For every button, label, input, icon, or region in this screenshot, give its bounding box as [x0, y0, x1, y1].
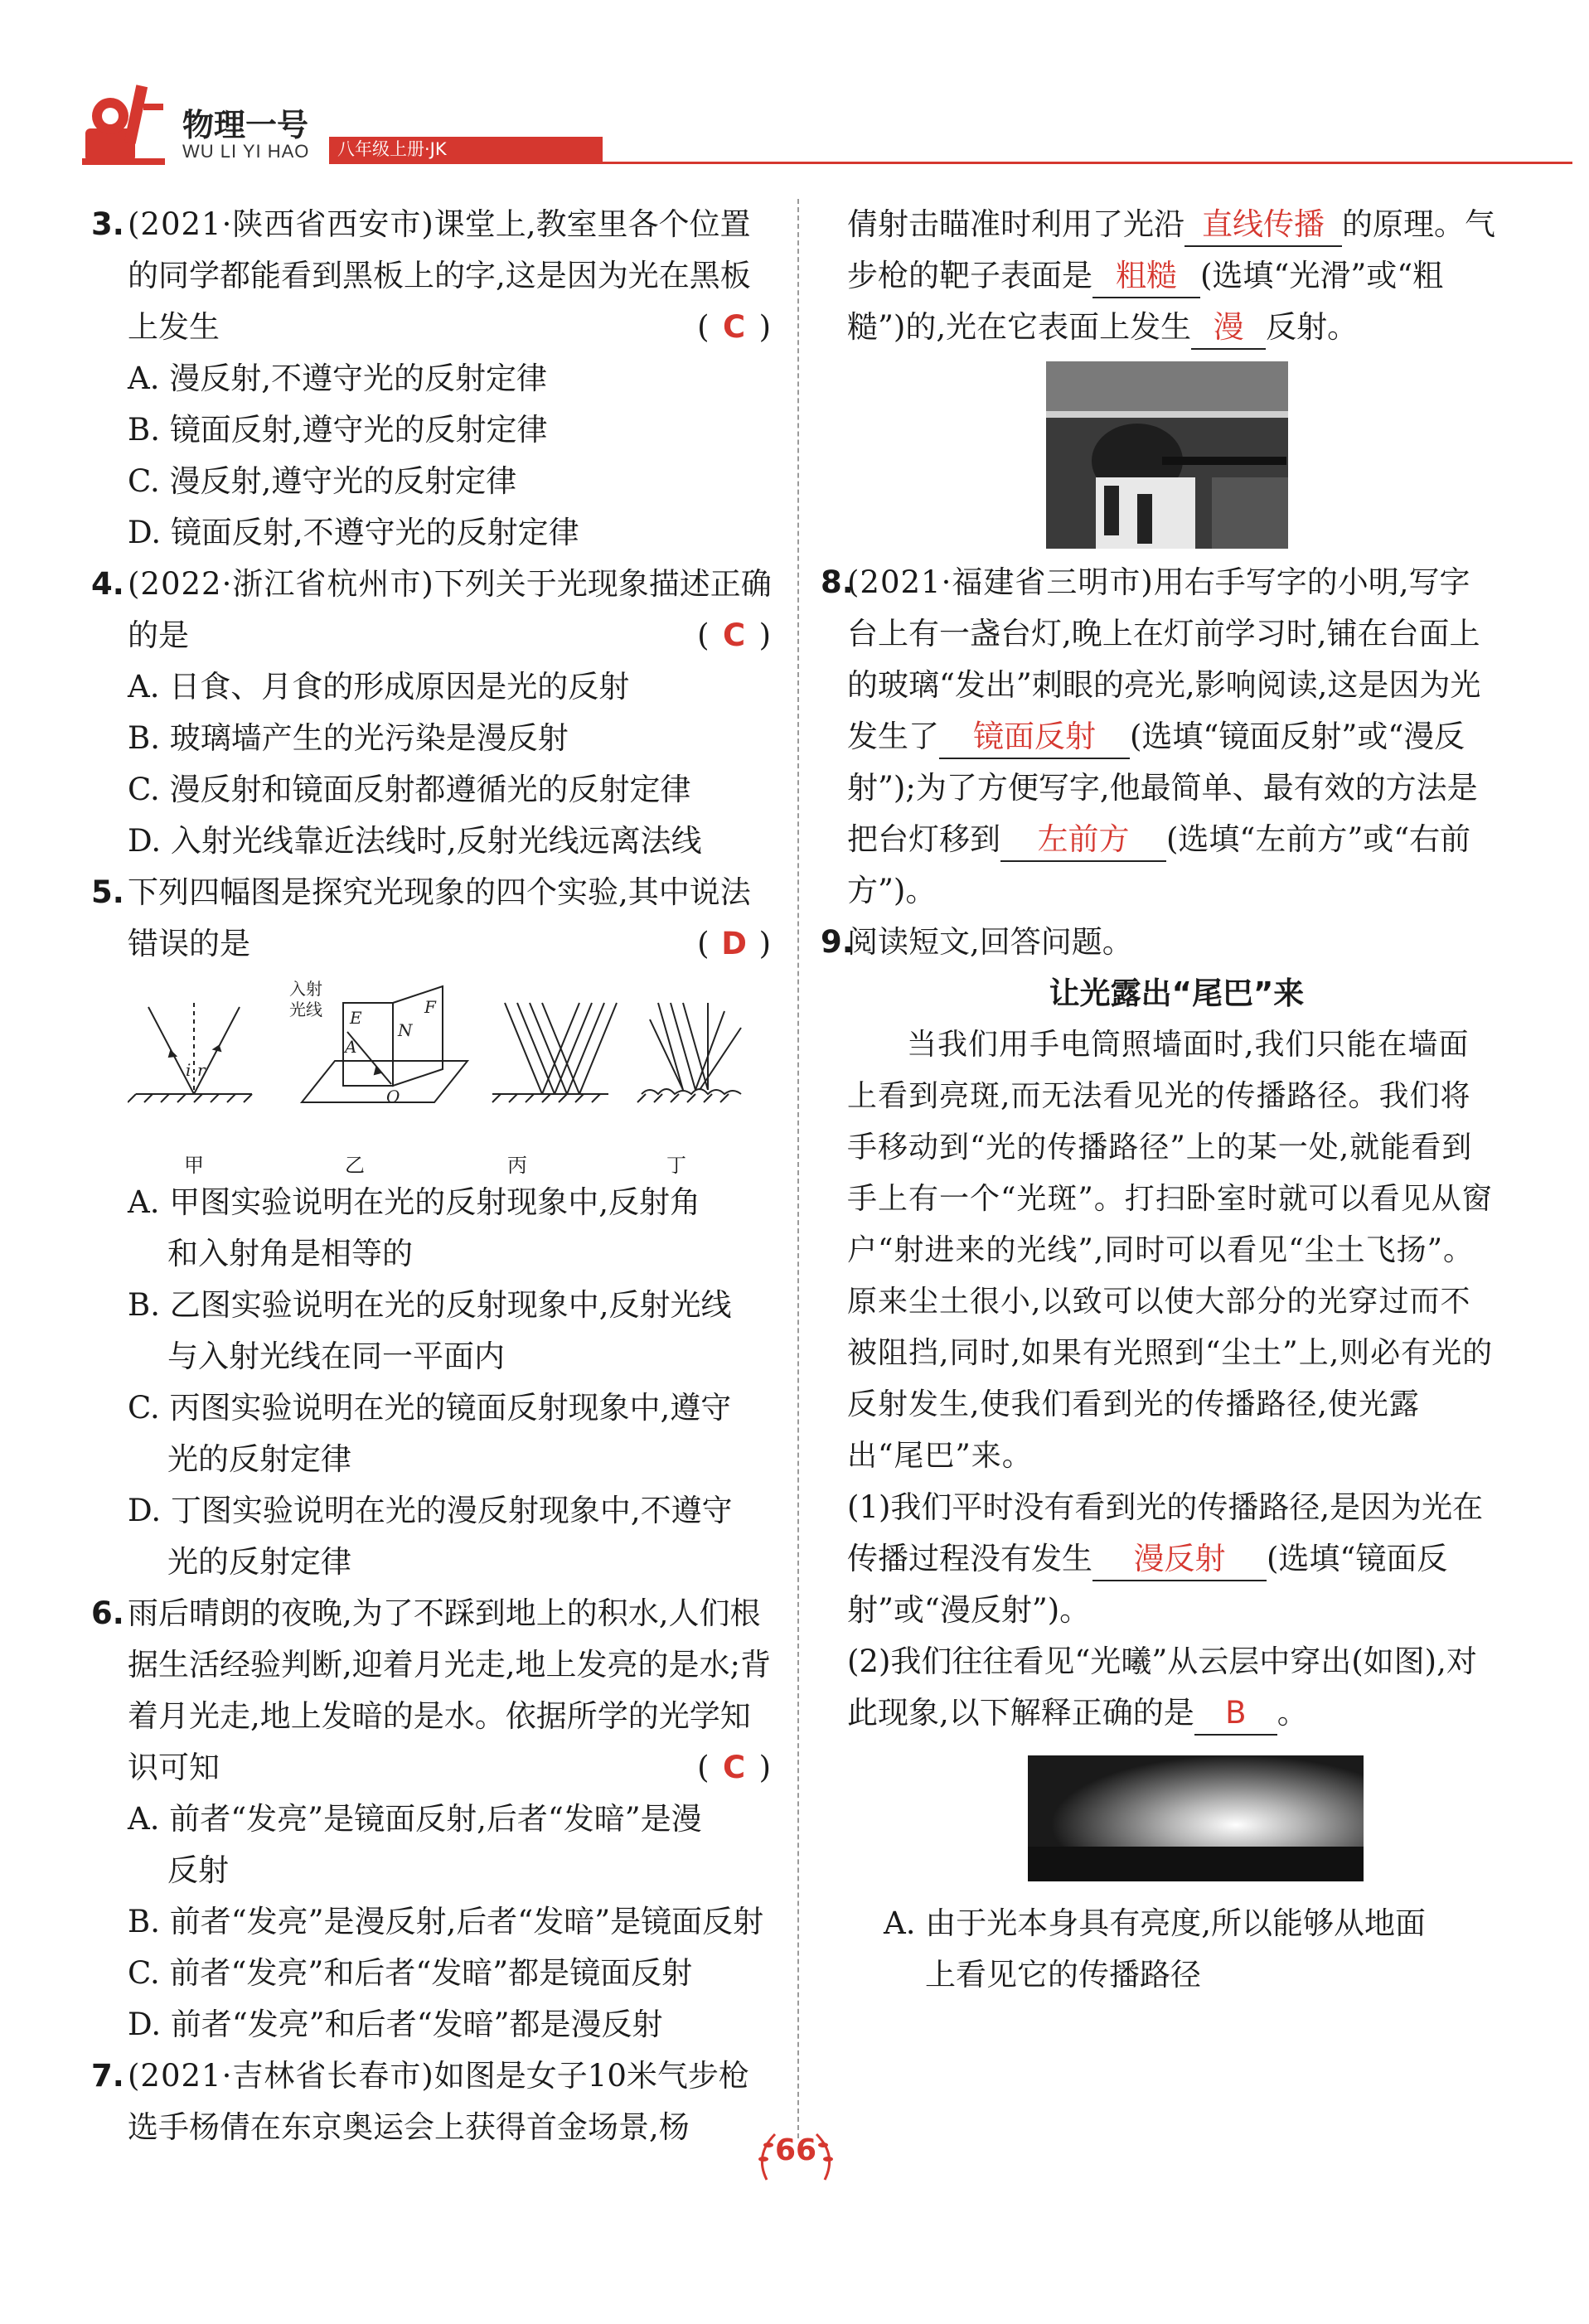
q8-text-1: 用右手写字的小明,写字台上有一盏台灯,晚上在灯前学习时,铺在台面上的玻璃“发出”刺眼的亮光,影响阅读,这是因为光发生了 [847, 564, 1481, 754]
question-number: 7. [91, 2058, 124, 2094]
option-a-cont: 反射 [167, 1852, 229, 1888]
q7-text-1: 倩射击瞄准时利用了光沿 [847, 206, 1184, 242]
option-d: D. 丁图实验说明在光的漫反射现象中,不遵守 [128, 1493, 733, 1528]
shooter-photo [1046, 361, 1288, 549]
header-rule [329, 162, 1572, 164]
question-number: 5. [91, 874, 124, 910]
label-o: O [386, 1087, 400, 1106]
diagram-jia [128, 1003, 252, 1102]
option-a-cont: 和入射角是相等的 [167, 1236, 413, 1271]
left-column [91, 199, 779, 2153]
question-stem: 课堂上,教室里各个位置的同学都能看到黑板上的字,这是因为光在黑板上发生 [128, 206, 751, 345]
sub1-text-2: (选填“镜面反射”或“漫反射”)。 [847, 1541, 1448, 1628]
option-b: B. 前者“发亮”是漫反射,后者“发暗”是镜面反射 [128, 1904, 764, 1939]
answer-bracket: ( C ) [697, 1742, 779, 1794]
question-7-continued [821, 199, 1496, 353]
question-number: 6. [91, 1595, 124, 1631]
question-8 [821, 557, 1496, 917]
question-number: 4. [91, 566, 124, 602]
option-d: D. 镜面反射,不遵守光的反射定律 [128, 515, 579, 550]
ray-label: 光线 [289, 1000, 322, 1019]
option-b: B. 乙图实验说明在光的反射现象中,反射光线 [128, 1287, 732, 1323]
label-n: N [398, 1020, 413, 1040]
option-c: C. 漫反射,遵守光的反射定律 [128, 463, 517, 499]
sub-question-2 [821, 1636, 1496, 1739]
sub-question-number: (1) [847, 1489, 891, 1525]
figure-label-jia: 甲 [184, 1154, 204, 1177]
sub2-option-a-cont: 上看见它的传播路径 [925, 1957, 1201, 1992]
answer-choice: D [721, 926, 747, 961]
diagram-yi [302, 986, 467, 1102]
sunlight-cloud-photo [1028, 1755, 1364, 1881]
option-b: B. 玻璃墙产生的光污染是漫反射 [128, 720, 569, 756]
q8-text-2: (选填“镜面反射”或“漫反射”);为了方便写字,他最简单、最有效的方法是把台灯移到 [847, 719, 1478, 857]
answer-choice: C [722, 617, 746, 653]
question-5 [91, 867, 779, 970]
question-7 [91, 2050, 779, 2153]
question-stem: 雨后晴朗的夜晚,为了不踩到地上的积水,人们根据生活经验判断,迎着月光走,地上发亮的是水;背着月光走,地上发暗的是水。依据所学的光学知识可知 [128, 1595, 771, 1785]
q7-text-2: 的原理。气步枪的靶子表面是 [847, 206, 1495, 293]
angle-i-label: i [186, 1060, 191, 1080]
sub2-text-1: 我们往往看见“光曦”从云层中穿出(如图),对此现象,以下解释正确的是 [847, 1644, 1477, 1731]
question-source: (2022·浙江省杭州市) [128, 566, 434, 602]
page-header [79, 79, 1513, 170]
question-3 [91, 199, 779, 353]
option-d-cont: 光的反射定律 [167, 1544, 351, 1580]
option-a: A. 前者“发亮”是镜面反射,后者“发暗”是漫 [128, 1801, 702, 1837]
label-e: E [350, 1008, 362, 1028]
answer-choice: C [722, 309, 746, 345]
question-source: (2021·吉林省长春市) [128, 2058, 434, 2094]
q8-text-3: (选填“左前方”或“右前方”)。 [847, 821, 1471, 908]
article-body: 当我们用手电筒照墙面时,我们只能在墙面上看到亮斑,而无法看见光的传播路径。我们将手移动到“光的传播路径”上的某一处,就能看到手上有一个“光斑”。打扫卧室时就可以看见从窗户“射进来的光线”,同时可以看见“尘土飞扬”。原来尘土很小,以致可以使大部分的光穿过而不被阻挡,同时,如果有光照到“尘土”上,则必有光的反射发生,使我们看到光的传播路径,使光露出“尾巴”来。 [847, 1028, 1494, 1473]
incident-label: 入射 [289, 979, 322, 999]
sub2-text-2: 。 [1277, 1695, 1308, 1731]
q7-text-4: 反射。 [1266, 309, 1359, 345]
question-stem: 如图是女子10米气步枪选手杨倩在东京奥运会上获得首金场景,杨 [128, 2058, 749, 2145]
option-c: C. 漫反射和镜面反射都遵循光的反射定律 [128, 772, 691, 807]
answer-bracket: ( C ) [697, 610, 779, 661]
option-a: A. 漫反射,不遵守光的反射定律 [128, 361, 548, 396]
option-c-cont: 光的反射定律 [167, 1441, 351, 1477]
q7-blank-1: 直线传播 [1184, 204, 1342, 247]
answer-bracket: ( D ) [697, 918, 779, 970]
column-divider [797, 199, 799, 2138]
sub1-text-1: 我们平时没有看到光的传播路径,是因为光在传播过程没有发生 [847, 1489, 1484, 1576]
question-stem: 下列四幅图是探究光现象的四个实验,其中说法错误的是 [128, 874, 751, 961]
sub2-blank: B [1194, 1692, 1277, 1736]
q8-blank-1: 镜面反射 [939, 716, 1130, 759]
sub1-blank: 漫反射 [1092, 1538, 1267, 1581]
option-d: D. 入射光线靠近法线时,反射光线远离法线 [128, 823, 702, 859]
option-d: D. 前者“发亮”和后者“发暗”都是漫反射 [128, 2007, 663, 2042]
sub-question-1 [821, 1482, 1496, 1636]
option-c: C. 前者“发亮”和后者“发暗”都是镜面反射 [128, 1955, 693, 1991]
q7-blank-3: 漫 [1191, 307, 1266, 350]
option-a: A. 日食、月食的形成原因是光的反射 [128, 669, 630, 704]
answer-choice: C [722, 1750, 746, 1785]
article-title: 让光露出“尾巴”来 [1049, 976, 1305, 1011]
diagram-ding [637, 1003, 741, 1102]
grade-tag: 八年级上册·JK [329, 137, 603, 162]
reflection-diagrams [128, 970, 758, 1135]
q7-blank-2: 粗糙 [1092, 255, 1200, 298]
question-9 [821, 917, 1496, 968]
page-number-badge [750, 2122, 841, 2196]
question-4 [91, 559, 779, 661]
microscope-logo-icon [79, 79, 170, 170]
page-number: 66 [774, 2133, 817, 2167]
brand-pinyin: WU LI YI HAO [182, 141, 310, 162]
right-column [821, 199, 1496, 2001]
question-number: 9. [821, 924, 854, 960]
reflection-experiments-figure [128, 970, 779, 1177]
sub-question-number: (2) [847, 1644, 891, 1679]
answer-bracket: ( C ) [697, 302, 779, 353]
question-source: (2021·陕西省西安市) [128, 206, 434, 242]
figure-label-ding: 丁 [666, 1154, 686, 1177]
question-source: (2021·福建省三明市) [847, 564, 1154, 600]
label-f: F [424, 997, 436, 1017]
article [821, 1019, 1496, 1482]
question-number: 8. [821, 564, 854, 600]
q8-blank-2: 左前方 [1000, 819, 1166, 862]
diagram-bing [492, 1003, 617, 1102]
angle-r-label: r [197, 1060, 206, 1080]
question-stem: 阅读短文,回答问题。 [847, 924, 1133, 960]
q7-text-3: (选填“光滑”或“粗糙”)的,光在它表面上发生 [847, 258, 1444, 345]
question-6 [91, 1588, 779, 1794]
figure-label-bing: 丙 [507, 1154, 527, 1177]
brand-title: 物理一号 [182, 107, 309, 143]
option-b-cont: 与入射光线在同一平面内 [167, 1339, 505, 1374]
option-c: C. 丙图实验说明在光的镜面反射现象中,遵守 [128, 1390, 732, 1426]
option-b: B. 镜面反射,遵守光的反射定律 [128, 412, 548, 448]
option-a: A. 甲图实验说明在光的反射现象中,反射角 [128, 1184, 701, 1220]
figure-label-yi: 乙 [345, 1154, 365, 1177]
question-number: 3. [91, 206, 124, 242]
question-stem: 下列关于光现象描述正确的是 [128, 566, 772, 653]
label-a: A [345, 1037, 357, 1057]
sub2-option-a: A. 由于光本身具有亮度,所以能够从地面 [884, 1905, 1427, 1941]
